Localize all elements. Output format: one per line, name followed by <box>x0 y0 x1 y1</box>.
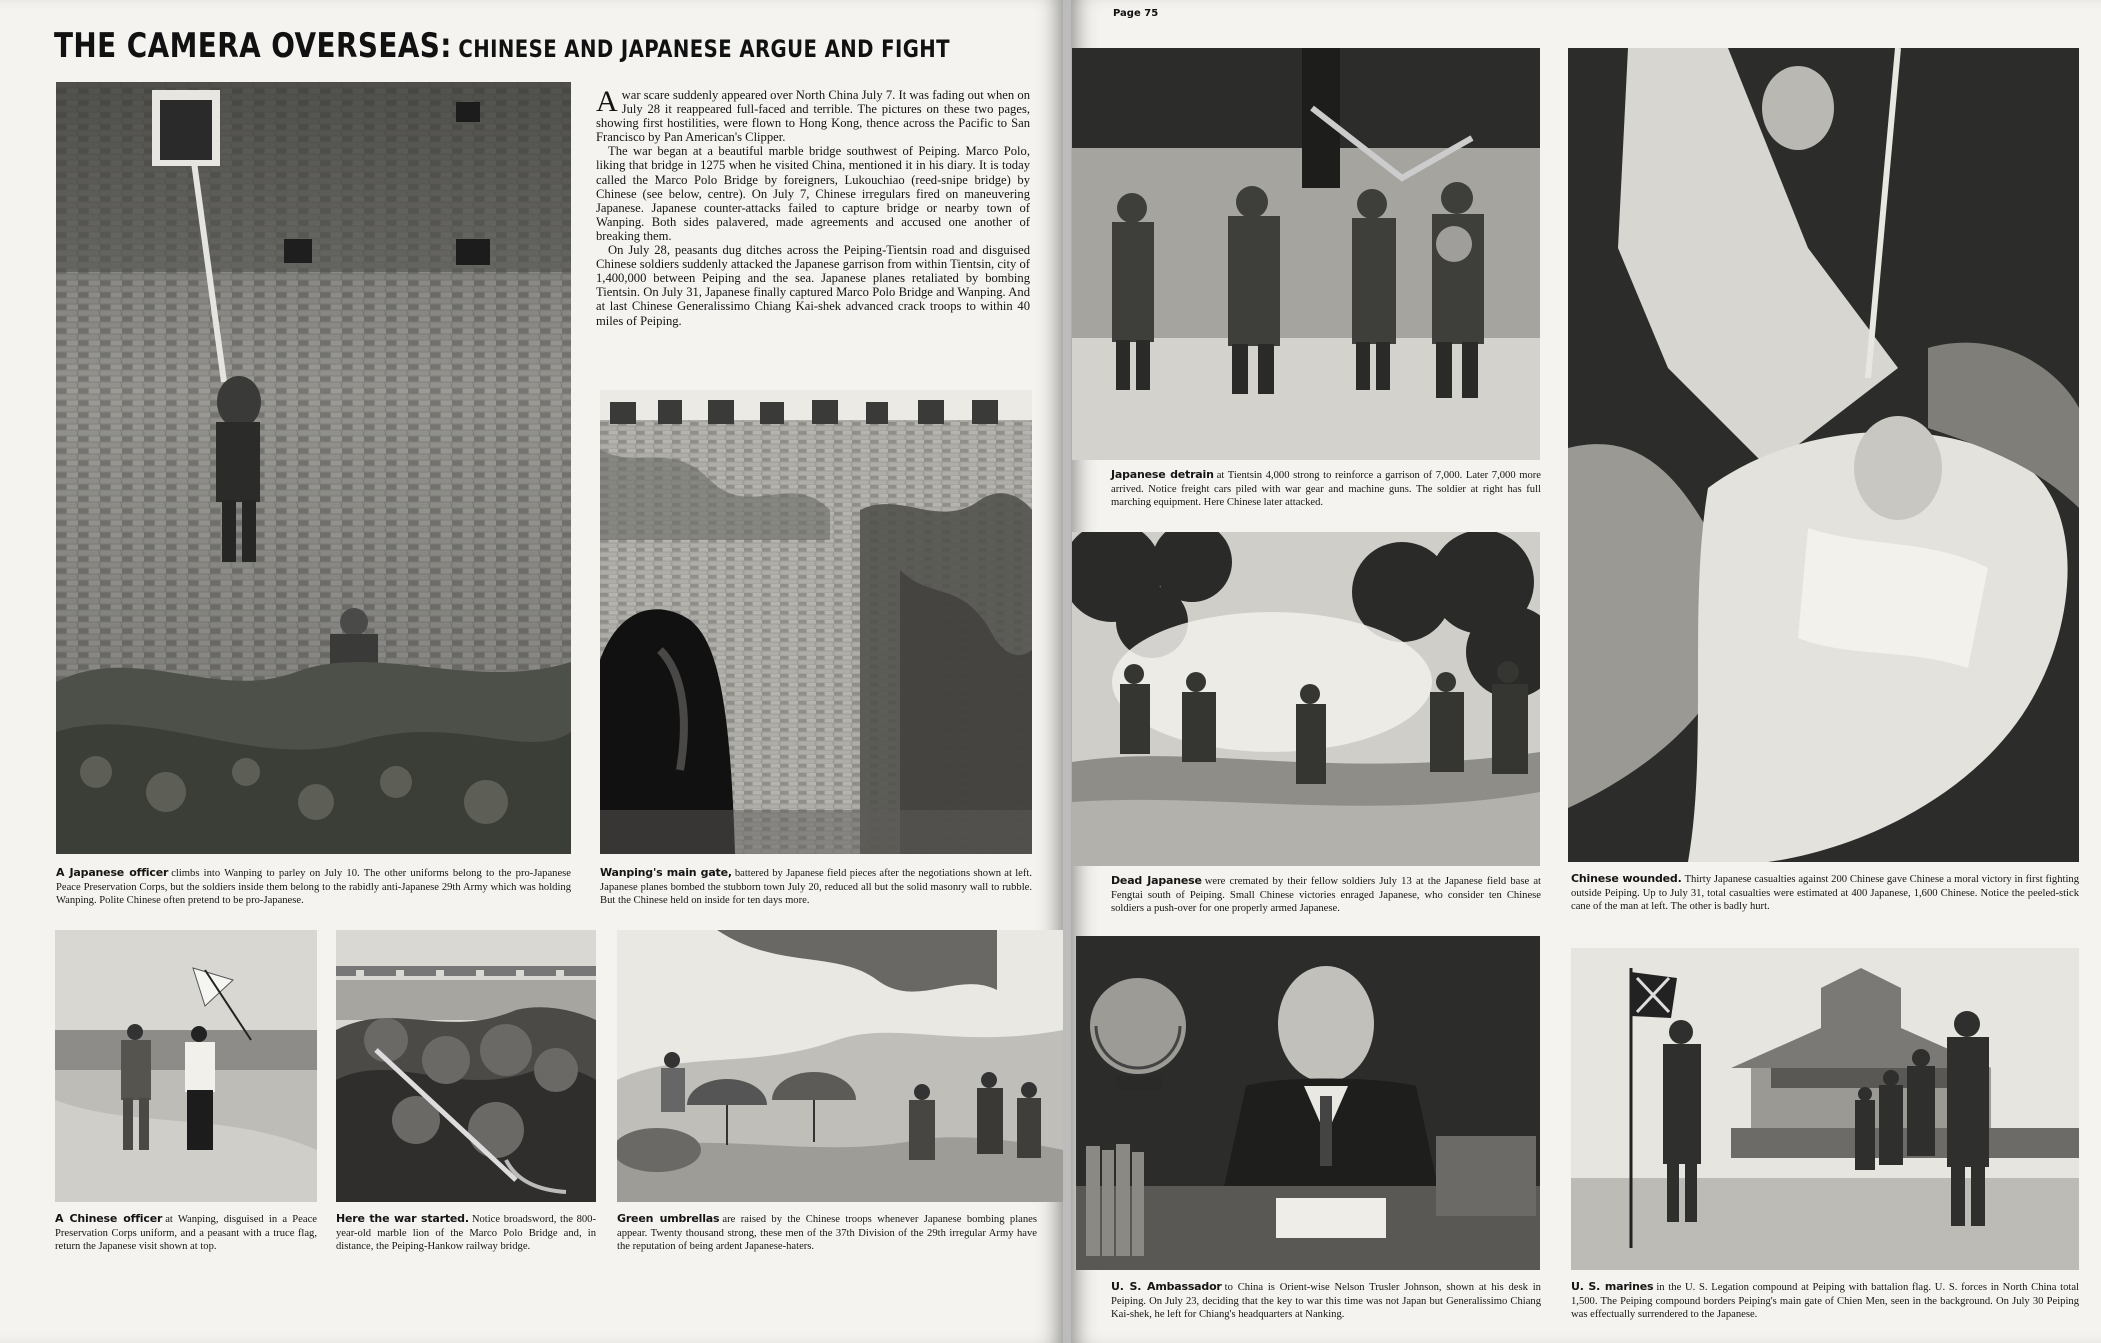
photo-japanese-detrain <box>1072 48 1540 460</box>
photo-dead-japanese <box>1072 532 1540 866</box>
photo-green-umbrellas <box>617 930 1063 1202</box>
caption-lead: U. S. Ambassador <box>1111 1280 1222 1293</box>
article-body <box>596 85 1030 328</box>
caption-text: battered by Japanese field pieces after the negotiations shown at left. Japanese planes bombed the stubborn town July 20, reduced all but the solid masonry wall to rubble. But the Chinese held on inside for ten days more. <box>600 868 1032 907</box>
caption-text: are raised by the Chinese troops whenever Japanese bombing planes appear. Twenty thousand strong, these men of the 37th Division of the 29th irregular Army have the reputation of being ardent Japanese-haters. <box>617 1214 1037 1253</box>
photo-wanping-main-gate <box>600 390 1032 854</box>
photo-truce-flag <box>55 930 317 1202</box>
page-gutter <box>1063 0 1071 1343</box>
caption-lead: A Japanese officer <box>56 866 169 879</box>
headline-sub: CHINESE AND JAPANESE ARGUE AND FIGHT <box>458 35 950 63</box>
caption-text: were cremated by their fellow soldiers July 13 at the Japanese field base at Fengtai south of Peiping. Small Chinese victories enraged Japanese, who consider ten Chinese soldiers a push-over for one properly armed Japanese. <box>1111 876 1541 915</box>
caption-chinese-wounded <box>1571 872 2079 914</box>
caption-lead: Japanese detrain <box>1111 468 1214 481</box>
photo-officer-climbing-wall <box>56 82 571 854</box>
photo-marco-polo-bridge <box>336 930 596 1202</box>
caption-text: in the U. S. Legation compound at Peiping with battalion flag. U. S. forces in North China total 1,500. The Peiping compound borders Peiping's main gate of Chien Men, seen in the background. On July 30 Peiping was effectually surrendered to the Japanese. <box>1571 1282 2079 1321</box>
caption-lead: A Chinese officer <box>55 1212 163 1225</box>
photo-chinese-wounded <box>1568 48 2079 862</box>
caption-green-umbrellas <box>617 1212 1037 1254</box>
caption-text: Notice broadsword, the 800-year-old marble lion of the Marco Polo Bridge and, in distance, the Peiping-Hankow railway bridge. <box>336 1214 596 1253</box>
caption-chinese-officer <box>55 1212 317 1254</box>
caption-lead: Here the war started. <box>336 1212 469 1225</box>
article-paragraph-text: war scare suddenly appeared over North China July 7. It was fading out when on July 28 it reappeared full-faced and terrible. The pictures on these two pages, showing first hostilities, were flown to Hong Kong, thence across the Pacific to San Francisco by Pan American's Clipper. <box>596 88 1030 145</box>
article-paragraph <box>596 85 1030 145</box>
caption-lead: U. S. marines <box>1571 1280 1654 1293</box>
page-number: Page 75 <box>1113 8 1159 19</box>
caption-us-ambassador <box>1111 1280 1541 1322</box>
caption-dead-japanese <box>1111 874 1541 916</box>
caption-text: climbs into Wanping to parley on July 10. The other uniforms belong to the pro-Japanese Peace Preservation Corps, but the soldiers inside them belong to the rabidly anti-Japanese 29th Army which was holding Wanping. Polite Chinese often pretend to be pro-Japanese. <box>56 868 571 907</box>
page-headline <box>54 26 950 66</box>
caption-lead: Chinese wounded. <box>1571 872 1682 885</box>
article-paragraph: On July 28, peasants dug ditches across the Peiping-Tientsin road and disguised Chinese soldiers suddenly attacked the Japanese garrison from within Tientsin, city of 1,400,000 between Peiping and the sea. Japanese planes retaliated by bombing Tientsin. On July 31, Japanese finally captured Marco Polo Bridge and Wanping. And at last Chinese Generalissimo Chiang Kai-shek advanced crack troops to within 40 miles of Peiping. <box>596 243 1030 328</box>
drop-cap: A <box>596 85 618 118</box>
caption-japanese-detrain <box>1111 468 1541 510</box>
caption-lead: Wanping's main gate, <box>600 866 732 879</box>
caption-us-marines <box>1571 1280 2079 1322</box>
caption-text: to China is Orient-wise Nelson Trusler Johnson, shown at his desk in Peiping. On July 23, deciding that the key to war this time was not Japan but Generalissimo Chiang Kai-shek, he left for Chiang's headquarters at Nanking. <box>1111 1282 1541 1321</box>
caption-text: at Tientsin 4,000 strong to reinforce a garrison of 7,000. Later 7,000 more arrived. Notice freight cars piled with war gear and machine guns. The soldier at right has full marching equipment. Here Chinese later attacked. <box>1111 470 1541 509</box>
article-paragraph: The war began at a beautiful marble bridge southwest of Peiping. Marco Polo, liking that bridge in 1275 when he visited China, mentioned it in his diary. It is today called the Marco Polo Bridge by foreigners, Lukouchiao (reed-snipe bridge) by Chinese (see below, centre). On July 7, Chinese irregulars fired on maneuvering Japanese. Japanese counter-attacks failed to capture bridge or nearby town of Wanping. Both sides palavered, made agreements and accused one another of breaking them. <box>596 144 1030 243</box>
caption-war-started <box>336 1212 596 1254</box>
caption-lead: Dead Japanese <box>1111 874 1202 887</box>
headline-main: THE CAMERA OVERSEAS: <box>54 26 452 66</box>
caption-japanese-officer <box>56 866 571 908</box>
caption-text: at Wanping, disguised in a Peace Preservation Corps uniform, and a peasant with a truce flag, return the Japanese visit shown at top. <box>55 1214 317 1253</box>
caption-text: Thirty Japanese casualties against 200 Chinese gave Chinese a moral victory in first fighting outside Peiping. Up to July 31, total casualties were estimated at 400 Japanese, 1,600 Chinese. Notice the peeled-stick cane of the man at left. The other is badly hurt. <box>1571 874 2080 913</box>
photo-us-ambassador <box>1076 936 1540 1270</box>
caption-wanping-gate <box>600 866 1032 908</box>
caption-lead: Green umbrellas <box>617 1212 720 1225</box>
right-page <box>1071 0 2101 1343</box>
photo-us-marines <box>1571 948 2079 1270</box>
